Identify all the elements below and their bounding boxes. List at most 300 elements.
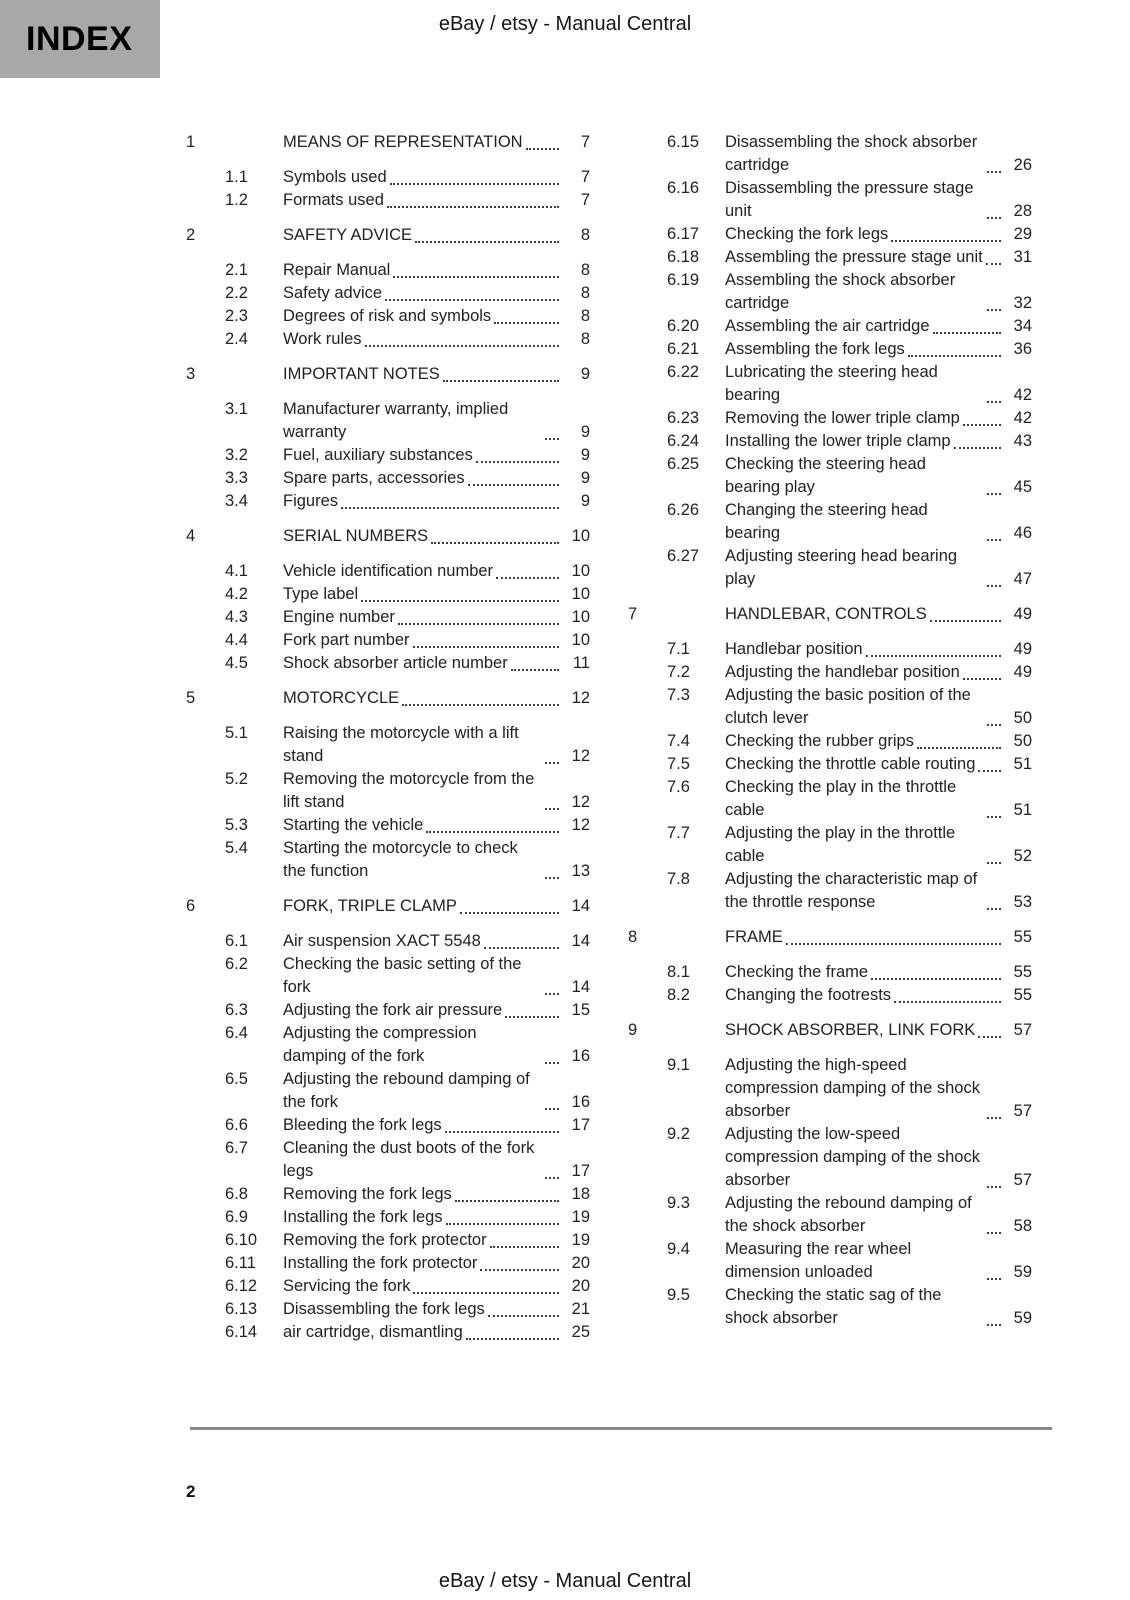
toc-dot-leader — [987, 539, 1001, 541]
toc-entry-body — [283, 814, 590, 837]
toc-entry-number: 9.2 — [667, 1125, 690, 1143]
toc-entry-body — [283, 768, 590, 814]
toc-entry-title: Formats used — [283, 191, 384, 209]
toc-entry-body — [283, 259, 590, 282]
toc-entry — [628, 753, 1032, 776]
toc-entry-title: Disassembling the pressure stage unit — [725, 179, 974, 220]
toc-entry-page: 17 — [571, 1162, 590, 1180]
toc-entry-page: 50 — [1013, 732, 1032, 750]
toc-entry-page: 28 — [1013, 202, 1032, 220]
toc-entry — [186, 525, 590, 548]
toc-entry — [628, 361, 1032, 407]
toc-entry-number: 3 — [186, 365, 196, 383]
toc-entry-page: 59 — [1013, 1263, 1032, 1281]
toc-entry-page: 10 — [571, 562, 590, 580]
toc-entry-title: Checking the play in the throttle cable — [725, 778, 957, 819]
toc-dot-leader — [545, 877, 559, 879]
toc-entry — [628, 1284, 1032, 1330]
toc-entry-title: Servicing the fork — [283, 1277, 411, 1295]
toc-entry — [186, 282, 590, 305]
toc-dot-leader — [468, 484, 559, 486]
toc-entry-body — [725, 1284, 1032, 1330]
toc-entry-title: Engine number — [283, 608, 395, 626]
toc-entry-page: 57 — [1013, 1021, 1032, 1039]
toc-entry-body — [283, 837, 590, 883]
toc-entry-number: 6.8 — [225, 1185, 248, 1203]
toc-entry-title: Raising the motorcycle with a lift stand — [283, 724, 519, 765]
toc-entry-page: 55 — [1013, 986, 1032, 1004]
toc-entry-title: Checking the throttle cable routing — [725, 755, 976, 773]
toc-entry-title: Shock absorber article number — [283, 654, 508, 672]
toc-entry-page: 8 — [580, 307, 590, 325]
toc-entry-body — [283, 652, 590, 675]
toc-entry — [186, 189, 590, 212]
toc-entry — [186, 305, 590, 328]
toc-entry-body — [725, 453, 1032, 499]
toc-entry-title: Lubricating the steering head bearing — [725, 363, 938, 404]
toc-entry-body — [283, 1183, 590, 1206]
toc-entry-number: 2.1 — [225, 261, 248, 279]
toc-entry-number: 6.27 — [667, 547, 700, 565]
toc-entry-number: 7.5 — [667, 755, 690, 773]
footer-doc-title: eBay / etsy - Manual Central — [438, 1570, 692, 1592]
toc-entry-title: Adjusting the low-speed compression damping of the shock absorber — [725, 1125, 980, 1189]
toc-dot-leader — [954, 447, 1001, 449]
toc-entry-page: 12 — [571, 793, 590, 811]
toc-entry-page: 9 — [580, 469, 590, 487]
toc-entry-title: Changing the steering head bearing — [725, 501, 928, 542]
toc-entry-title: IMPORTANT NOTES — [283, 365, 440, 383]
toc-entry-page: 9 — [580, 492, 590, 510]
toc-entry-number: 6.16 — [667, 179, 700, 197]
toc-entry-body — [283, 398, 590, 444]
toc-entry-title: Checking the steering head bearing play — [725, 455, 926, 496]
toc-dot-leader — [987, 1278, 1001, 1280]
toc-entry-body — [725, 753, 1032, 776]
toc-entry-number: 5.1 — [225, 724, 248, 742]
toc-dot-leader — [933, 332, 1001, 334]
toc-entry-title: SERIAL NUMBERS — [283, 527, 429, 545]
toc-entry-page: 46 — [1013, 524, 1032, 542]
toc-dot-leader — [908, 355, 1001, 357]
toc-dot-leader — [476, 461, 559, 463]
toc-dot-leader — [505, 1016, 559, 1018]
toc-entry-title: Fork part number — [283, 631, 410, 649]
toc-entry-page: 9 — [580, 365, 590, 383]
toc-entry — [186, 1068, 590, 1114]
toc-entry-page: 20 — [571, 1254, 590, 1272]
toc-dot-leader — [490, 1246, 559, 1248]
toc-entry — [628, 407, 1032, 430]
toc-entry-number: 6.9 — [225, 1208, 248, 1226]
toc-entry — [628, 131, 1032, 177]
toc-entry-number: 8 — [628, 928, 638, 946]
toc-entry-body — [725, 1123, 1032, 1192]
toc-dot-leader — [545, 762, 559, 764]
toc-entry-number: 6.2 — [225, 955, 248, 973]
toc-entry — [186, 363, 590, 386]
toc-entry-number: 6.18 — [667, 248, 700, 266]
toc-entry — [186, 687, 590, 710]
toc-dot-leader — [987, 816, 1001, 818]
toc-entry-body — [725, 926, 1032, 949]
toc-entry-body — [283, 282, 590, 305]
toc-entry-number: 6.4 — [225, 1024, 248, 1042]
toc-entry — [186, 444, 590, 467]
toc-entry-title: Adjusting the compression damping of the fork — [283, 1024, 477, 1065]
toc-entry-body — [725, 223, 1032, 246]
toc-entry-number: 7.2 — [667, 663, 690, 681]
toc-entry-number: 6.13 — [225, 1300, 258, 1318]
toc-entry-page: 53 — [1013, 893, 1032, 911]
toc-dot-leader — [963, 678, 1001, 680]
toc-dot-leader — [987, 1232, 1001, 1234]
toc-entry-title: Adjusting steering head bearing play — [725, 547, 958, 588]
toc-entry-page: 19 — [571, 1231, 590, 1249]
toc-entry-title: SAFETY ADVICE — [283, 226, 412, 244]
toc-entry-number: 6.6 — [225, 1116, 248, 1134]
toc-entry-body — [283, 224, 590, 247]
toc-entry-number: 2.2 — [225, 284, 248, 302]
toc-dot-leader — [402, 704, 559, 706]
toc-entry-body — [283, 1137, 590, 1183]
toc-entry-page: 14 — [571, 978, 590, 996]
toc-dot-leader — [545, 1062, 559, 1064]
toc-entry-number: 7.1 — [667, 640, 690, 658]
toc-dot-leader — [398, 623, 559, 625]
toc-dot-leader — [460, 912, 559, 914]
toc-entry — [628, 984, 1032, 1007]
toc-entry-body — [725, 1054, 1032, 1123]
toc-entry — [186, 490, 590, 513]
toc-entry-body — [725, 1019, 1032, 1042]
toc-entry-title: Type label — [283, 585, 359, 603]
toc-dot-leader — [545, 808, 559, 810]
toc-dot-leader — [387, 206, 559, 208]
toc-entry-number: 9.4 — [667, 1240, 690, 1258]
toc-entry-title: Removing the lower triple clamp — [725, 409, 960, 427]
toc-dot-leader — [866, 655, 1001, 657]
toc-entry-number: 1 — [186, 133, 196, 151]
toc-entry-title: Starting the motorcycle to check the function — [283, 839, 518, 880]
toc-dot-leader — [987, 309, 1001, 311]
toc-dot-leader — [511, 669, 559, 671]
toc-entry-page: 50 — [1013, 709, 1032, 727]
toc-entry-body — [283, 1321, 590, 1344]
index-tab-label: INDEX — [26, 19, 133, 58]
toc-entry-title: Spare parts, accessories — [283, 469, 465, 487]
toc-entry-title: Removing the fork protector — [283, 1231, 487, 1249]
toc-entry-body — [725, 822, 1032, 868]
toc-entry-body — [283, 525, 590, 548]
toc-entry-body — [283, 629, 590, 652]
toc-entry-body — [283, 1022, 590, 1068]
toc-entry — [186, 1183, 590, 1206]
toc-entry-body — [725, 407, 1032, 430]
toc-entry — [186, 224, 590, 247]
toc-entry-title: air cartridge, dismantling — [283, 1323, 463, 1341]
toc-entry-title: FORK, TRIPLE CLAMP — [283, 897, 457, 915]
toc-entry-number: 9.3 — [667, 1194, 690, 1212]
toc-dot-leader — [871, 978, 1001, 980]
toc-entry-body — [725, 545, 1032, 591]
toc-entry-number: 4.2 — [225, 585, 248, 603]
toc-entry-number: 8.2 — [667, 986, 690, 1004]
toc-dot-leader — [361, 600, 559, 602]
toc-entry-number: 9.5 — [667, 1286, 690, 1304]
toc-entry-body — [725, 730, 1032, 753]
toc-entry-number: 3.1 — [225, 400, 248, 418]
toc-entry-body — [283, 606, 590, 629]
page-number: 2 — [186, 1482, 196, 1501]
toc-entry-body — [725, 361, 1032, 407]
toc-entry-body — [725, 1238, 1032, 1284]
toc-entry-number: 6.20 — [667, 317, 700, 335]
toc-entry — [628, 246, 1032, 269]
toc-entry-page: 13 — [571, 862, 590, 880]
toc-dot-leader — [930, 620, 1001, 622]
toc-entry — [628, 868, 1032, 914]
toc-entry-title: Checking the static sag of the shock absorber — [725, 1286, 942, 1327]
toc-entry — [628, 926, 1032, 949]
toc-entry — [628, 177, 1032, 223]
toc-entry-page: 10 — [571, 585, 590, 603]
toc-entry-title: Adjusting the basic position of the clutch lever — [725, 686, 971, 727]
toc-entry-number: 7.6 — [667, 778, 690, 796]
index-tab — [0, 0, 160, 78]
toc-dot-leader — [496, 577, 559, 579]
toc-entry — [186, 1298, 590, 1321]
toc-entry-body — [283, 1206, 590, 1229]
toc-dot-leader — [987, 585, 1001, 587]
toc-entry-page: 20 — [571, 1277, 590, 1295]
toc-entry-page: 26 — [1013, 156, 1032, 174]
toc-entry-title: Removing the motorcycle from the lift stand — [283, 770, 535, 811]
toc-entry — [628, 545, 1032, 591]
toc-dot-leader — [545, 1108, 559, 1110]
toc-entry-page: 12 — [571, 689, 590, 707]
toc-entry-number: 6.14 — [225, 1323, 258, 1341]
toc-entry-number: 6.11 — [225, 1254, 256, 1272]
toc-dot-leader — [480, 1269, 559, 1271]
toc-entry-title: Checking the rubber grips — [725, 732, 914, 750]
toc-entry-title: Adjusting the rebound damping of the shock absorber — [725, 1194, 972, 1235]
toc-dot-leader — [917, 747, 1001, 749]
toc-entry — [628, 453, 1032, 499]
toc-entry — [628, 1238, 1032, 1284]
toc-dot-leader — [786, 943, 1001, 945]
toc-entry — [628, 776, 1032, 822]
toc-entry-body — [725, 684, 1032, 730]
toc-entry — [628, 430, 1032, 453]
toc-entry-number: 5.2 — [225, 770, 248, 788]
toc-entry-title: Manufacturer warranty, implied warranty — [283, 400, 509, 441]
toc-entry — [186, 837, 590, 883]
toc-entry-page: 10 — [571, 631, 590, 649]
toc-entry-number: 6.21 — [667, 340, 700, 358]
toc-entry-title: Work rules — [283, 330, 362, 348]
toc-entry-number: 4.3 — [225, 608, 248, 626]
toc-entry — [628, 338, 1032, 361]
toc-entry-page: 42 — [1013, 409, 1032, 427]
toc-entry — [186, 583, 590, 606]
toc-entry-number: 5.3 — [225, 816, 248, 834]
toc-dot-leader — [891, 240, 1001, 242]
toc-dot-leader — [494, 322, 559, 324]
toc-entry-title: Symbols used — [283, 168, 387, 186]
toc-entry-body — [725, 499, 1032, 545]
toc-entry-page: 55 — [1013, 963, 1032, 981]
toc-entry — [628, 1054, 1032, 1123]
toc-entry-page: 16 — [571, 1047, 590, 1065]
toc-entry-body — [283, 1114, 590, 1137]
toc-entry — [628, 603, 1032, 626]
toc-entry-body — [725, 603, 1032, 626]
toc-entry-number: 4 — [186, 527, 196, 545]
toc-entry — [186, 398, 590, 444]
toc-entry — [186, 652, 590, 675]
header-doc-title: eBay / etsy - Manual Central — [438, 13, 692, 35]
toc-entry-body — [725, 269, 1032, 315]
toc-entry — [186, 722, 590, 768]
toc-entry-title: SHOCK ABSORBER, LINK FORK — [725, 1021, 976, 1039]
toc-entry-title: Installing the lower triple clamp — [725, 432, 951, 450]
toc-entry-number: 7.4 — [667, 732, 690, 750]
toc-entry-page: 59 — [1013, 1309, 1032, 1327]
toc-entry-body — [283, 305, 590, 328]
toc-dot-leader — [526, 148, 559, 150]
toc-entry-number: 4.5 — [225, 654, 248, 672]
toc-entry-title: Assembling the air cartridge — [725, 317, 930, 335]
toc-entry-body — [283, 363, 590, 386]
toc-entry-page: 45 — [1013, 478, 1032, 496]
toc-dot-leader — [987, 862, 1001, 864]
toc-entry-page: 8 — [580, 330, 590, 348]
toc-entry-body — [725, 177, 1032, 223]
toc-entry-title: Assembling the fork legs — [725, 340, 905, 358]
toc-entry-body — [283, 722, 590, 768]
toc-entry-page: 9 — [580, 446, 590, 464]
toc-entry-number: 3.4 — [225, 492, 248, 510]
toc-entry — [628, 1019, 1032, 1042]
toc-dot-leader — [413, 646, 559, 648]
toc-dot-leader — [978, 770, 1001, 772]
toc-entry — [628, 638, 1032, 661]
toc-entry-number: 6.12 — [225, 1277, 258, 1295]
toc-entry-page: 7 — [580, 191, 590, 209]
toc-entry-body — [283, 189, 590, 212]
toc-entry-page: 14 — [571, 897, 590, 915]
toc-entry — [628, 961, 1032, 984]
toc-entry-page: 8 — [580, 261, 590, 279]
toc-entry-page: 43 — [1013, 432, 1032, 450]
toc-entry — [628, 661, 1032, 684]
toc-dot-leader — [488, 1315, 559, 1317]
toc-entry-number: 7.7 — [667, 824, 690, 842]
toc-entry-number: 7 — [628, 605, 638, 623]
toc-entry-page: 49 — [1013, 663, 1032, 681]
toc-entry — [186, 259, 590, 282]
toc-entry-number: 6.24 — [667, 432, 700, 450]
toc-entry-title: Adjusting the rebound damping of the fork — [283, 1070, 530, 1111]
toc-entry-page: 52 — [1013, 847, 1032, 865]
toc-entry-page: 49 — [1013, 605, 1032, 623]
toc-dot-leader — [987, 401, 1001, 403]
toc-entry-title: Air suspension XACT 5548 — [283, 932, 481, 950]
toc-entry-number: 6.26 — [667, 501, 700, 519]
toc-entry-body — [283, 687, 590, 710]
toc-entry-number: 6.3 — [225, 1001, 248, 1019]
toc-entry-page: 11 — [572, 654, 590, 672]
toc-entry-title: Adjusting the handlebar position — [725, 663, 960, 681]
toc-entry-title: Adjusting the characteristic map of the throttle response — [725, 870, 978, 911]
toc-entry-page: 17 — [571, 1116, 590, 1134]
toc-dot-leader — [986, 263, 1001, 265]
toc-entry-page: 12 — [571, 747, 590, 765]
toc-entry — [186, 930, 590, 953]
toc-entry — [186, 328, 590, 351]
toc-dot-leader — [426, 831, 559, 833]
toc-entry-number: 9.1 — [667, 1056, 690, 1074]
toc-entry-number: 6 — [186, 897, 196, 915]
table-of-contents — [186, 131, 1032, 1344]
toc-dot-leader — [987, 1117, 1001, 1119]
toc-entry — [186, 999, 590, 1022]
toc-entry-page: 7 — [580, 133, 590, 151]
toc-column-left — [186, 131, 590, 1344]
toc-dot-leader — [466, 1338, 559, 1340]
toc-entry-title: HANDLEBAR, CONTROLS — [725, 605, 927, 623]
toc-entry-page: 21 — [571, 1300, 590, 1318]
toc-entry-page: 14 — [571, 932, 590, 950]
toc-entry-number: 6.10 — [225, 1231, 258, 1249]
toc-dot-leader — [446, 1223, 559, 1225]
toc-entry — [186, 131, 590, 154]
toc-dot-leader — [987, 908, 1001, 910]
toc-entry-body — [283, 953, 590, 999]
toc-entry — [628, 730, 1032, 753]
toc-entry-number: 7.3 — [667, 686, 690, 704]
toc-entry — [186, 768, 590, 814]
toc-entry — [628, 269, 1032, 315]
toc-entry-title: Disassembling the shock absorber cartridge — [725, 133, 978, 174]
toc-entry-title: Bleeding the fork legs — [283, 1116, 442, 1134]
toc-entry-number: 6.25 — [667, 455, 700, 473]
toc-entry — [186, 1321, 590, 1344]
toc-dot-leader — [987, 724, 1001, 726]
toc-entry-title: Adjusting the fork air pressure — [283, 1001, 503, 1019]
toc-dot-leader — [415, 241, 559, 243]
toc-entry-body — [283, 1298, 590, 1321]
toc-entry-page: 32 — [1013, 294, 1032, 312]
toc-entry — [186, 814, 590, 837]
toc-entry-page: 16 — [571, 1093, 590, 1111]
toc-entry-body — [725, 638, 1032, 661]
toc-entry — [628, 1192, 1032, 1238]
toc-entry-title: Installing the fork protector — [283, 1254, 478, 1272]
toc-entry-body — [283, 999, 590, 1022]
toc-entry-title: MEANS OF REPRESENTATION — [283, 133, 523, 151]
toc-entry-body — [283, 444, 590, 467]
toc-entry-number: 5.4 — [225, 839, 248, 857]
toc-entry-body — [283, 328, 590, 351]
toc-entry-page: 10 — [571, 608, 590, 626]
toc-entry-number: 2.3 — [225, 307, 248, 325]
toc-entry-number: 7.8 — [667, 870, 690, 888]
toc-dot-leader — [431, 542, 559, 544]
toc-entry — [628, 822, 1032, 868]
toc-entry-number: 6.15 — [667, 133, 700, 151]
